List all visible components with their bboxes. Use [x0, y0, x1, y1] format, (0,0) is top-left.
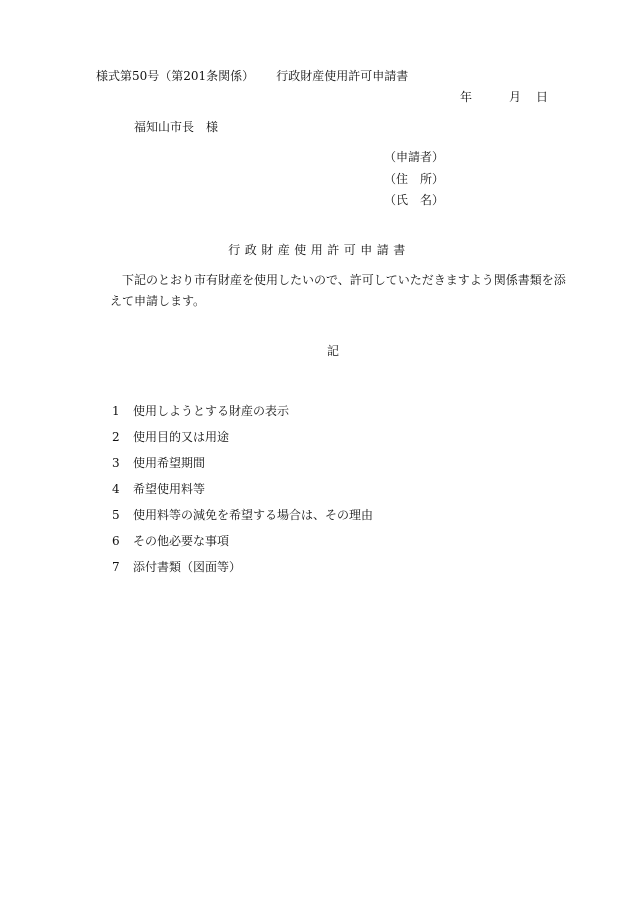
item-number: 3 — [112, 456, 120, 470]
form-title: 行政財産使用許可申請書 — [276, 69, 409, 83]
item-text: 使用料等の減免を希望する場合は、その理由 — [133, 508, 374, 522]
item-number: 2 — [112, 430, 120, 444]
item-text: その他必要な事項 — [133, 534, 230, 548]
list-item — [112, 533, 373, 559]
item-text: 希望使用料等 — [133, 482, 206, 496]
form-header — [96, 67, 408, 84]
applicant-block — [384, 147, 444, 212]
form-number: 様式第50号（第201条関係） — [96, 69, 255, 83]
item-text: 使用しようとする財産の表示 — [133, 404, 290, 418]
item-number: 1 — [112, 404, 120, 418]
list-item — [112, 481, 373, 507]
date-day-label: 日 — [536, 90, 549, 104]
ki-heading: 記 — [326, 344, 339, 358]
item-text: 使用希望期間 — [133, 456, 206, 470]
date-year-label: 年 — [460, 90, 473, 104]
list-item — [112, 455, 373, 481]
item-number: 5 — [112, 508, 120, 522]
applicant-name-label: （氏 名） — [384, 193, 445, 207]
list-item — [112, 403, 373, 429]
document-title: 行政財産使用許可申請書 — [228, 243, 410, 257]
body-text: 下記のとおり市有財産を使用したいので、許可していただきますよう関係書類を添えて申請します。 — [110, 273, 566, 308]
list-item — [112, 559, 373, 585]
date-line — [460, 88, 548, 105]
item-number: 6 — [112, 534, 120, 548]
item-text: 添付書類（図面等） — [133, 560, 242, 574]
item-number: 4 — [112, 482, 120, 496]
addressee: 福知山市長 様 — [134, 120, 219, 134]
list-item — [112, 429, 373, 455]
date-month-label: 月 — [509, 90, 522, 104]
item-number: 7 — [112, 560, 120, 574]
list-item — [112, 507, 373, 533]
applicant-label: （申請者） — [384, 150, 445, 164]
applicant-address-label: （住 所） — [384, 171, 445, 186]
item-list — [112, 403, 373, 585]
body-paragraph — [110, 270, 570, 312]
item-text: 使用目的又は用途 — [133, 430, 230, 444]
